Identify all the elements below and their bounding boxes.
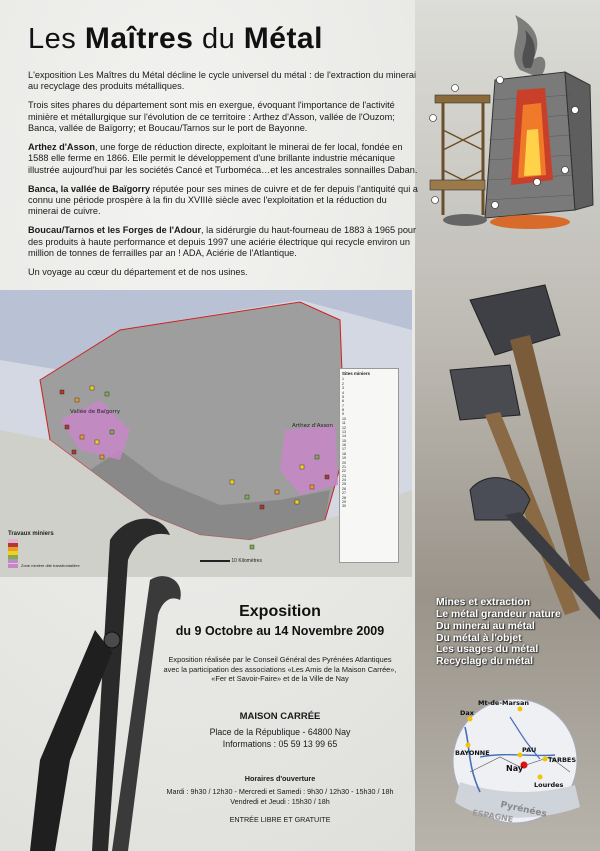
site-banca-text: réputée pour ses mines de cuivre et de fer depuis l'antiquité qui a connu une période prospère à la fin du XVIIIè siècle avec l'exploitation et la réduction du minerai de cuivre. (28, 183, 418, 217)
legend-row-number: 3 (342, 386, 344, 391)
site-arthez-name: Arthez d'Asson (28, 142, 96, 153)
legend-row-number: 1 (342, 377, 344, 382)
theme-item: Du minerai au métal (436, 620, 535, 632)
legend-row-number: 10 (342, 416, 346, 421)
exposition-credits (130, 655, 430, 684)
legend-row-number: 29 (342, 499, 346, 504)
legend-row-number: 14 (342, 434, 346, 439)
theme-item: Mines et extraction (436, 597, 531, 608)
intro-paragraph-2: Trois sites phares du département sont mis en exergue, évoquant l'importance de l'activité minière et métallurgique sur l'évolution de ce territoire : Arthez d'Asson, vallée de l'Ouzom; Banca, vallée de Baïgorry; et Boucau/Tarnos sur le port de Bayonne. (28, 100, 395, 133)
legend-row-number: 7 (342, 403, 344, 408)
city-dax: Dax (460, 709, 474, 717)
legend-row-number: 12 (342, 425, 346, 430)
legend-row-number: 18 (342, 451, 346, 456)
legend-row-number: 15 (342, 438, 346, 443)
theme-item: Du métal à l'objet (436, 632, 522, 644)
credits-line-3: «Fer et Savoir-Faire» et de la Ville de Nay (211, 674, 349, 684)
hammers-illustration (450, 285, 600, 620)
legend-row-number: 8 (342, 408, 344, 413)
hours-line-1: Mardi : 9h30 / 12h30 - Mercredi et Samedi : 9h30 / 12h30 - 15h30 / 18h (166, 787, 394, 796)
legend-row-number: 30 (342, 504, 346, 509)
exposition-heading: Exposition (239, 603, 321, 620)
legend-row-number: 6 (342, 399, 344, 404)
intro-paragraph-1: L'exposition Les Maîtres du Métal décline le cycle universel du métal : de l'extraction du minerai au recyclage des produits métalliques. (28, 70, 417, 92)
legend-row-number: 23 (342, 473, 346, 478)
title-word-du: du (201, 23, 236, 55)
site-banca (28, 184, 418, 218)
outro-paragraph: Un voyage au cœur du département et de nos usines. (28, 267, 248, 278)
city-tarbes: TARBES (548, 756, 577, 764)
legend-row-number: 9 (342, 412, 344, 417)
legend-row-number: 16 (342, 443, 346, 448)
map-label-banca: Vallée de Baïgorry (70, 409, 121, 415)
city-nay: Nay (506, 764, 524, 773)
travaux-title: Travaux miniers (8, 531, 54, 537)
legend-row-number: 24 (342, 478, 346, 483)
title-word-metal: Métal (243, 22, 323, 55)
credits-line-1: Exposition réalisée par le Conseil Général des Pyrénées Atlantiques (168, 655, 392, 664)
legend-row-number: 17 (342, 447, 346, 452)
legend-row-number: 22 (342, 469, 346, 474)
site-arthez (28, 142, 418, 176)
title-word-maitres: Maîtres (84, 22, 194, 55)
themes-list (436, 597, 596, 668)
site-boucau (28, 225, 418, 259)
title-word-les: Les (28, 23, 77, 55)
venue-address (150, 727, 410, 751)
hours-line-2: Vendredi et Jeudi : 15h30 / 18h (230, 797, 330, 807)
legend-row-number: 4 (342, 390, 344, 395)
site-boucau-name: Boucau/Tarnos et les Forges de l'Adour (28, 225, 202, 236)
legend-row-number: 21 (342, 464, 346, 469)
espagne-label: ESPAGNE (471, 808, 514, 825)
venue-name: MAISON CARRÉE (239, 711, 321, 722)
city-lourdes: Lourdes (534, 781, 564, 789)
theme-item: Recyclage du métal (436, 656, 534, 668)
travaux-zone-label: Zone minière dite transfrontalière (21, 563, 80, 569)
pyrenees-label: Pyrénées (499, 800, 548, 820)
phone-line: Informations : 05 59 13 99 65 (222, 738, 338, 749)
legend-row-number: 19 (342, 456, 346, 461)
exposition-dates: du 9 Octobre au 14 Novembre 2009 (175, 624, 385, 638)
legend-row-number: 13 (342, 429, 346, 434)
legend-row-number: 27 (342, 491, 346, 496)
city-pau: PAU (522, 746, 537, 754)
poster-title (28, 22, 323, 56)
legend-row-number: 28 (342, 495, 346, 500)
legend-row-number: 2 (342, 381, 344, 386)
intro-text (28, 70, 418, 286)
theme-item: Le métal grandeur nature (436, 608, 561, 620)
address-line: Place de la République - 64800 Nay (209, 727, 351, 737)
city-bayonne: BAYONNE (455, 749, 490, 757)
location-map (440, 697, 590, 825)
legend-row-number: 20 (342, 460, 346, 465)
theme-item: Les usages du métal (436, 644, 539, 656)
map-label-arthez: Arthez d'Asson (292, 423, 334, 429)
city-mont-de-marsan: Mt-de-Marsan (478, 699, 529, 707)
free-entry: ENTRÉE LIBRE ET GRATUITE (229, 815, 331, 824)
blast-furnace-illustration (425, 10, 595, 235)
scale-value: 10 (231, 558, 237, 564)
legend-row-number: 5 (342, 394, 344, 399)
legend-row-number: 25 (342, 482, 346, 487)
site-arthez-text: , une forge de réduction directe, exploitant le minerai de fer local, fondée en 1588 elle ferme en 1866. Elle permit le développement d'une brillante industrie mécanique illustrée aujourd'hui par les sociétés Cancé et Turboméca…et les ancestrales sonnailles Daban. (28, 142, 418, 175)
hours-text (120, 787, 440, 808)
legend-header: Sites miniers (342, 371, 371, 376)
credits-line-2: avec la participation des associations «Les Amis de la Maison Carrée», (163, 664, 397, 674)
site-banca-name: Banca, la vallée de Baïgorry (28, 183, 151, 194)
legend-row-number: 11 (342, 421, 346, 426)
site-boucau-text: , la sidérurgie du haut-fourneau de 1883 à 1965 pour des produits à haute performance et depuis 1997 une aciérie électrique qui recycle environ un million de tonnes de ferrailles par an ! ADA, Aciérie de l'Atlantique. (28, 225, 417, 258)
scale-unit: Kilomètres (238, 558, 262, 564)
hours-title: Horaires d'ouverture (244, 774, 316, 783)
legend-row-number: 26 (342, 486, 346, 491)
